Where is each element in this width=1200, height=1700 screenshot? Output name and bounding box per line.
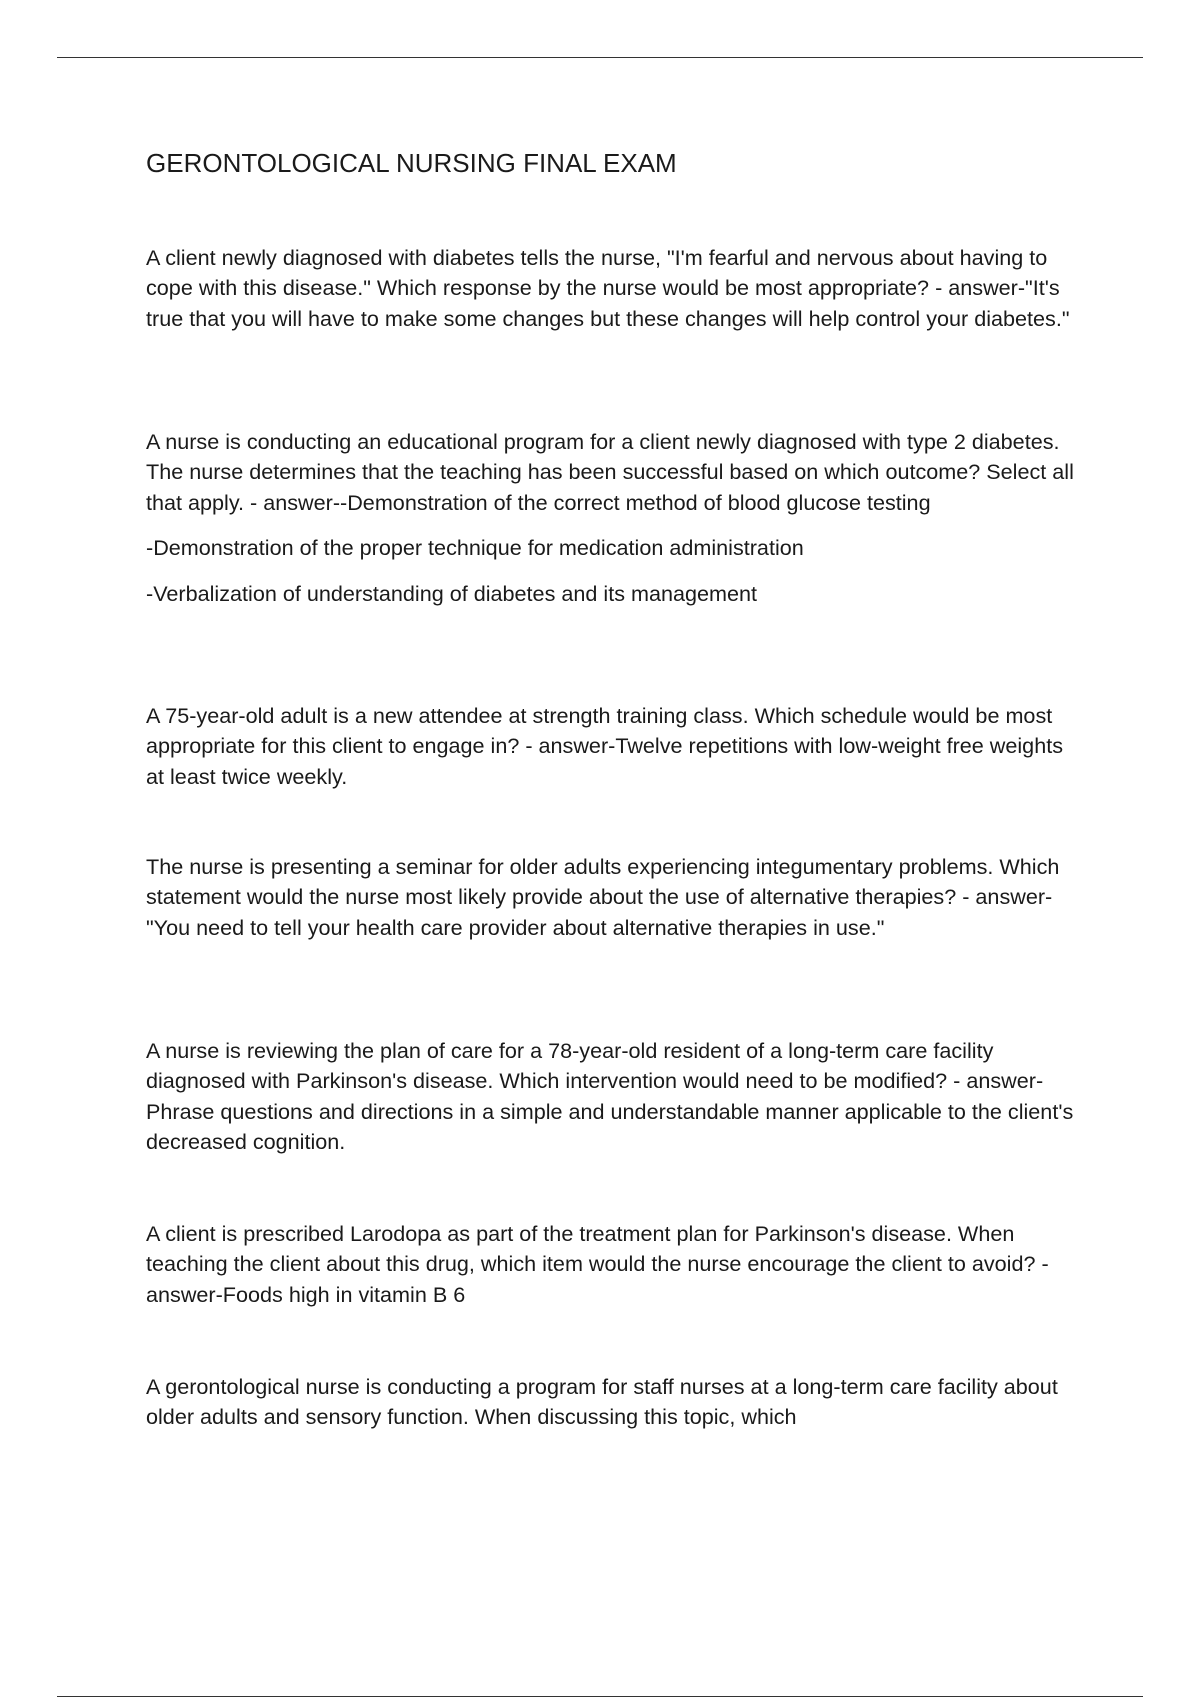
question-item — [146, 427, 1086, 609]
question-item — [146, 701, 1086, 792]
answer-continuation: -Demonstration of the proper technique for medication administration — [146, 535, 804, 561]
question-text: A gerontological nurse is conducting a program for staff nurses at a long-term care facility about older adults and sensory function. When discussing this topic, which — [146, 1374, 1058, 1430]
question-text: A nurse is conducting an educational program for a client newly diagnosed with type 2 diabetes. The nurse determines that the teaching has been successful based on which outcome? Select all that apply. - answer--Demonstration of the correct method of blood glucose testing — [146, 429, 1074, 515]
top-rule — [57, 57, 1143, 58]
document-title: GERONTOLOGICAL NURSING FINAL EXAM — [146, 148, 677, 178]
question-text: A 75-year-old adult is a new attendee at strength training class. Which schedule would be most appropriate for this client to engage in? - answer-Twelve repetitions with low-weight free weights at least twice weekly. — [146, 703, 1063, 789]
question-item — [146, 1036, 1086, 1158]
bottom-rule — [57, 1696, 1143, 1697]
question-item — [146, 1372, 1086, 1433]
question-item — [146, 243, 1086, 334]
question-text: A client newly diagnosed with diabetes tells the nurse, "I'm fearful and nervous about having to cope with this disease." Which response by the nurse would be most appropriate? - answer-"It's true that you will have to make some changes but these changes will help control your diabetes." — [146, 245, 1070, 331]
question-text: A nurse is reviewing the plan of care for a 78-year-old resident of a long-term care facility diagnosed with Parkinson's disease. Which intervention would need to be modified? - answer-Phrase questions and directions in a simple and understandable manner applicable to the client's decreased cognition. — [146, 1038, 1074, 1155]
question-text: The nurse is presenting a seminar for older adults experiencing integumentary problems. Which statement would the nurse most likely provide about the use of alternative therapies? - answer-"You need to tell your health care provider about alternative therapies in use." — [146, 854, 1060, 940]
question-text: A client is prescribed Larodopa as part of the treatment plan for Parkinson's disease. When teaching the client about this drug, which item would the nurse encourage the client to avoid? - answer-Foods high in vitamin B 6 — [146, 1221, 1049, 1307]
question-item — [146, 852, 1086, 943]
question-item — [146, 1219, 1086, 1310]
answer-continuation: -Verbalization of understanding of diabetes and its management — [146, 580, 758, 606]
